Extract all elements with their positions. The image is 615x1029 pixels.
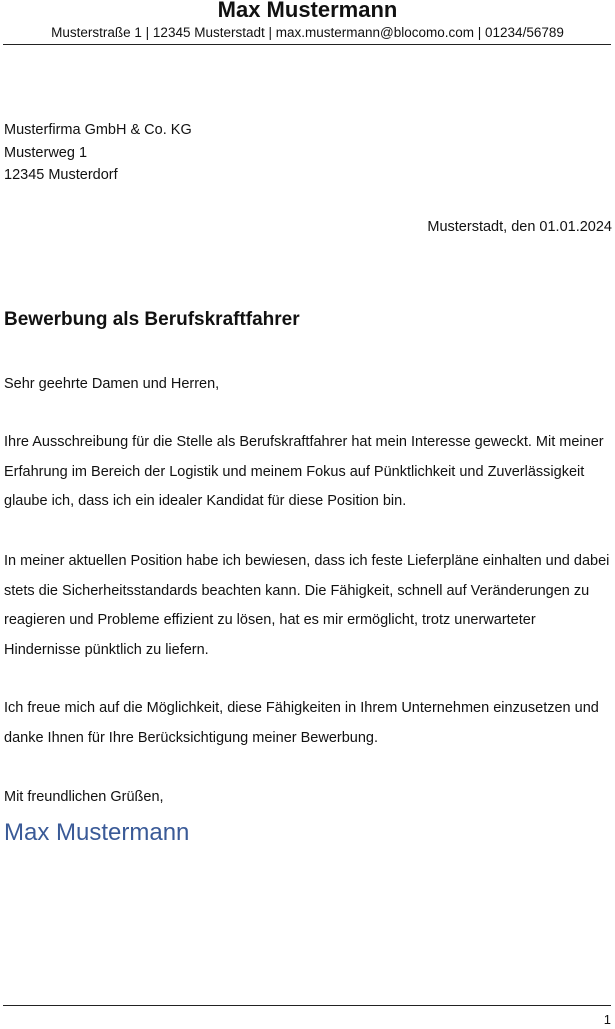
recipient-company: Musterfirma GmbH & Co. KG	[4, 122, 192, 138]
page-number: 1	[603, 1012, 611, 1027]
footer-divider	[3, 1005, 611, 1006]
sender-name: Max Mustermann	[217, 0, 398, 22]
letter-subject: Bewerbung als Berufskraftfahrer	[4, 309, 300, 330]
header-divider	[3, 44, 611, 45]
sender-contact-line: Musterstraße 1 | 12345 Musterstadt | max.mustermann@blocomo.com | 01234/56789	[51, 25, 564, 40]
closing-phrase: Mit freundlichen Grüßen,	[4, 789, 164, 805]
signature: Max Mustermann	[4, 819, 190, 846]
recipient-city: 12345 Musterdorf	[4, 167, 118, 183]
letter-date: Musterstadt, den 01.01.2024	[427, 219, 612, 235]
recipient-street: Musterweg 1	[4, 144, 88, 161]
body-paragraph-3: Ich freue mich auf die Möglichkeit, diese Fähigkeiten in Ihrem Unternehmen einzusetzen und danke Ihnen für Ihre Berücksichtigung meiner Bewerbung.	[4, 700, 599, 746]
body-paragraph-2: In meiner aktuellen Position habe ich bewiesen, dass ich feste Lieferpläne einhalten und dabei stets die Sicherheitsstandards beachten kann. Die Fähigkeit, schnell auf Veränderungen zu reagieren und Probleme effizient zu lösen, hat es mir ermöglicht, trotz unerwarteter Hindernisse pünktlich zu liefern.	[4, 553, 610, 658]
body-paragraph-1: Ihre Ausschreibung für die Stelle als Berufskraftfahrer hat mein Interesse geweckt. Mit meiner Erfahrung im Bereich der Logistik und meinem Fokus auf Pünktlichkeit und Zuverlässigkeit glaube ich, dass ich ein idealer Kandidat für diese Position bin.	[4, 434, 604, 509]
recipient-address	[4, 119, 192, 187]
salutation: Sehr geehrte Damen und Herren,	[4, 376, 220, 392]
